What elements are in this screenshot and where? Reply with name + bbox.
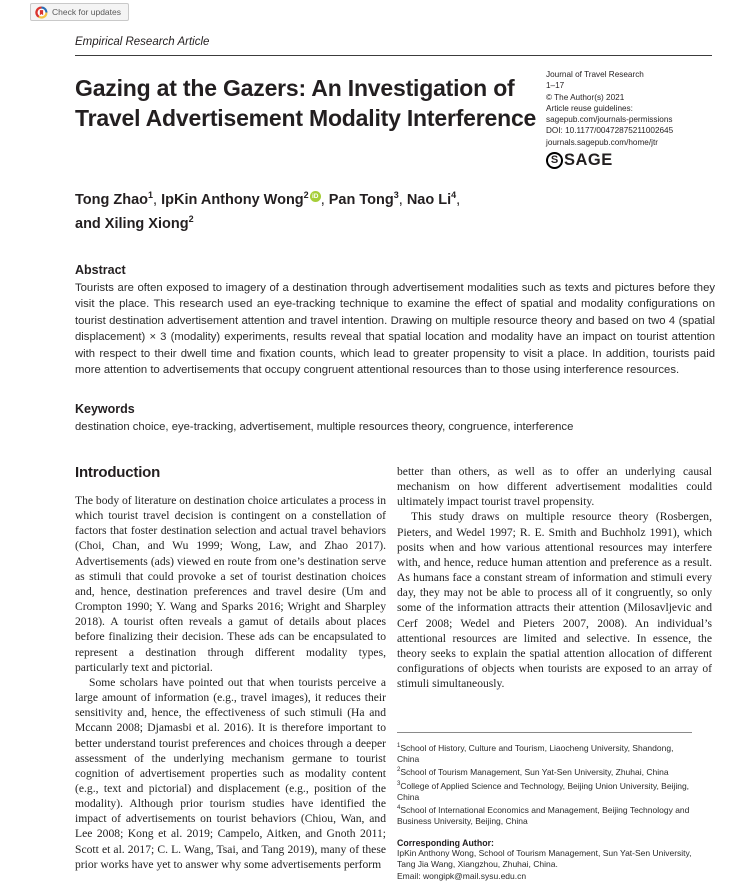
author-list: Tong Zhao$^1$, IpKin Anthony Wong$^2$ iD , Pan Tong$^3$, Nao Li$^4$, and Xiling Xiong$^2$ [75,190,461,233]
intro-paragraph-2: Some scholars have pointed out that when tourists perceive a large amount of information (e.g., travel images), it reduces their sensitivity and, hence, the effectiveness of such stimuli (Ha and Mccann 2008; Djamasbi et al. 2016). It is therefore important to better understand tourist preferences and choices through a deeper assessment of the underlying mechanism germane to tourist cognition of advertisement properties such as modality content (e.g., text and pictorial) and displacement (e.g., position of the modality). Although prior tourism studies have identified the impact of advertisements on tourist behaviors (Chiou, Wan, and Lee 2008; Kong et al. 2019; Campelo, Aitken, and Gnoth 2011; Scott et al. 2017; C. L. Wang, Tsai, and Tang 2019), many of these prior works have yet to answer why some advertisements perform [75,675,386,871]
sage-wordmark: SAGE [564,150,613,169]
journal-info-block [546,69,721,169]
author-affiliation-sup: 2 [188,214,194,225]
intro-paragraph-3: better than others, as well as to offer an underlying causal mechanism on how different advertisement modalities could ultimately impact tourist travel propensity. [397,465,712,509]
author-name: Nao Li [406,191,452,208]
keywords-heading: Keywords [75,402,135,416]
author-affiliation-sup: 2 [303,190,309,200]
author-name: Pan Tong [328,191,394,208]
author-name: IpKin Anthony Wong [161,191,304,208]
corresponding-email-line: Email: wongipk@mail.sysu.edu.cn [397,870,527,881]
keywords-text: destination choice, eye-tracking, advertisement, multiple resources theory, congruence, interference [75,421,574,433]
intro-paragraph-4: This study draws on multiple resource theory (Rosbergen, Pieters, and Wedel 1997; R. E. Smith and Buchholz 1991), which posits when and how various attentional resources may interfere with, and hence, reduce human attention and preference as a result. As humans face a constant stream of information and stimuli every day, they may not be able to process all of it congruently, so only some of the information attracts their attention (Milosavljevic and Cerf 2008; Wedel and Pieters 2007, 2008). An individual’s attentional resources are limited and selective. In essence, the theory seeks to explain the spatial attention allocation of different configurations of objects when tourists are exposed to an array of stimuli simultaneously. [397,510,712,691]
affiliation-4: $^4$School of International Economics and Management, Beijing Technology and Business University, Beijing, China [397,804,690,827]
introduction-heading: Introduction [75,464,161,481]
sage-s-icon: S [546,152,563,169]
corresponding-author-text: IpKin Anthony Wong, School of Tourism Management, Sun Yat-Sen University, Tang Jia Wang, Xiangzhou, Zhuhai, China. [397,847,692,870]
copyright-line: © The Author(s) 2021 [546,92,625,102]
right-column [397,464,712,888]
author-name: and Xiling Xiong [75,216,189,233]
footnote-divider [397,732,692,733]
author-affiliation-sup: 1 [148,190,154,200]
footnote-block [397,732,712,882]
affiliation-1: $^1$School of History, Culture and Tourism, Liaocheng University, Shandong, China [397,742,674,764]
abstract-heading: Abstract [75,263,126,277]
abstract-text: Tourists are often exposed to imagery of a destination through advertisement modalities such as texts and pictures before they visit the place. This research used an eye-tracking technique to examine the effect of spatial and modality configurations on tourist destination advertisement attention and travel intention. Drawing on multiple resource theory and based on two 4 (spatial displacement) × 3 (modality) experiments, results reveal that spatial location and modality have an impact on tourist attention with respect to their dwell time and fixation counts, which lead to greater propensity to visit a place. In addition, tourists paid more attention to advertisements that occupy congruent attentional resources than to those using interference resources. [75,282,715,377]
intro-paragraph-1: The body of literature on destination choice articulates a process in which tourist travel decision is contingent on a constellation of factors that foster destination selection and actual travel behaviors (Choi, Chan, and Wu 1999; Wong, Law, and Zhao 2017). Advertisements (ads) viewed en route from one’s destination serve as stimuli that could provoke a set of tourist destination choices and, hence, destination preferences and travel desire (Um and Crompton 1990; Y. Wang and Sparks 2016; Wright and Sharpley 2018). A tourist often reveals a gamut of details about places before finalizing their decision. These ads can be encapsulated to represent a destination through different modality types, particularly text and pictorial. [75,494,386,674]
check-for-updates-button[interactable] [30,3,129,21]
left-column [75,464,386,888]
reuse-guidelines-line: Article reuse guidelines: [546,103,633,113]
affiliation-3: $^3$College of Applied Science and Technology, Beijing Union University, Beijing, China [397,780,690,802]
body-columns [75,464,712,888]
permissions-link[interactable]: sagepub.com/journals-permissions [546,115,673,125]
corresponding-author-heading: Corresponding Author: [397,837,494,848]
journal-name: Journal of Travel Research [546,70,644,79]
affiliation-2: $^2$School of Tourism Management, Sun Yat-Sen University, Zhuhai, China [397,767,669,778]
crossmark-icon [35,6,48,19]
journal-home-link[interactable]: journals.sagepub.com/home/jtr [546,137,658,147]
article-type-label: Empirical Research Article [75,36,210,48]
author-affiliation-sup: 4 [451,190,457,200]
page-range: 1–17 [546,81,565,91]
sage-logo [546,152,721,169]
header-divider [75,55,712,56]
orcid-icon[interactable]: iD [310,191,321,202]
author-name: Tong Zhao [75,191,149,208]
check-for-updates-label: Check for updates [52,7,121,17]
email-link[interactable]: wongipk@mail.sysu.edu.cn [422,870,527,881]
page-title: Gazing at the Gazers: An Investigation of Travel Advertisement Modality Interference [75,75,537,131]
author-affiliation-sup: 3 [393,190,399,200]
doi-link[interactable]: DOI: 10.1177/00472875211002645 [546,126,674,136]
